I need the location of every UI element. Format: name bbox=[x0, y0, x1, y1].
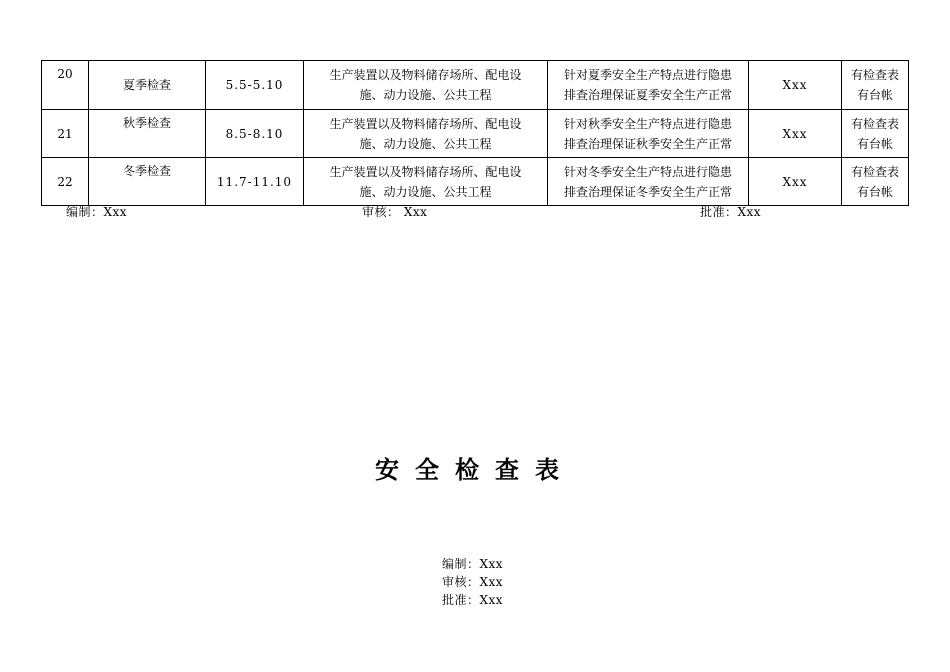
scope-line-2: 施、动力设施、公共工程 bbox=[359, 88, 492, 102]
page-title: 安全检查表 bbox=[375, 455, 575, 484]
cover-reviewed-by: 审核：Xxx bbox=[442, 575, 504, 589]
record-line-1: 有检查表 bbox=[850, 164, 899, 179]
inspection-scope bbox=[304, 158, 548, 206]
scope-line-2: 施、动力设施、公共工程 bbox=[359, 184, 492, 199]
purpose-line-2: 排查治理保证冬季安全生产正常 bbox=[563, 184, 732, 199]
record-line-2: 有台帐 bbox=[856, 136, 893, 151]
scope-line-1: 生产装置以及物料储存场所、配电设 bbox=[329, 116, 522, 131]
purpose-line-2: 排查治理保证秋季安全生产正常 bbox=[563, 136, 732, 151]
inspection-purpose bbox=[548, 110, 749, 158]
inspection-date: 8.5-8.10 bbox=[206, 110, 304, 158]
prepared-by: 编制：Xxx bbox=[66, 205, 128, 219]
approved-by: 批准：Xxx bbox=[700, 205, 762, 219]
inspection-purpose bbox=[548, 61, 749, 110]
table-row bbox=[42, 61, 909, 110]
record-line-1: 有检查表 bbox=[850, 68, 899, 82]
inspection-name: 夏季检查 bbox=[89, 61, 206, 110]
row-number: 20 bbox=[42, 61, 89, 110]
row-number: 21 bbox=[42, 110, 89, 158]
record-line-1: 有检查表 bbox=[850, 116, 899, 131]
row-number: 22 bbox=[42, 158, 89, 206]
inspection-record bbox=[842, 61, 909, 110]
table-row bbox=[42, 158, 909, 206]
reviewed-by: 审核： Xxx bbox=[362, 205, 428, 219]
purpose-line-1: 针对夏季安全生产特点进行隐患 bbox=[563, 68, 732, 82]
inspection-record bbox=[842, 158, 909, 206]
scope-line-1: 生产装置以及物料储存场所、配电设 bbox=[329, 68, 522, 82]
inspection-date: 11.7-11.10 bbox=[206, 158, 304, 206]
responsible-person: Xxx bbox=[749, 158, 842, 206]
inspection-name: 秋季检查 bbox=[89, 110, 206, 158]
inspection-scope bbox=[304, 61, 548, 110]
purpose-line-2: 排查治理保证夏季安全生产正常 bbox=[563, 88, 732, 102]
record-line-2: 有台帐 bbox=[856, 88, 893, 102]
inspection-date: 5.5-5.10 bbox=[206, 61, 304, 110]
responsible-person: Xxx bbox=[749, 61, 842, 110]
inspection-name: 冬季检查 bbox=[89, 158, 206, 206]
responsible-person: Xxx bbox=[749, 110, 842, 158]
inspection-scope bbox=[304, 110, 548, 158]
inspection-plan-table bbox=[41, 60, 909, 206]
cover-approved-by: 批准：Xxx bbox=[442, 593, 504, 607]
purpose-line-1: 针对秋季安全生产特点进行隐患 bbox=[563, 116, 732, 131]
inspection-purpose bbox=[548, 158, 749, 206]
record-line-2: 有台帐 bbox=[856, 184, 893, 199]
table-row bbox=[42, 110, 909, 158]
purpose-line-1: 针对冬季安全生产特点进行隐患 bbox=[563, 164, 732, 179]
scope-line-2: 施、动力设施、公共工程 bbox=[359, 136, 492, 151]
cover-prepared-by: 编制：Xxx bbox=[442, 557, 504, 571]
scope-line-1: 生产装置以及物料储存场所、配电设 bbox=[329, 164, 522, 179]
inspection-record bbox=[842, 110, 909, 158]
